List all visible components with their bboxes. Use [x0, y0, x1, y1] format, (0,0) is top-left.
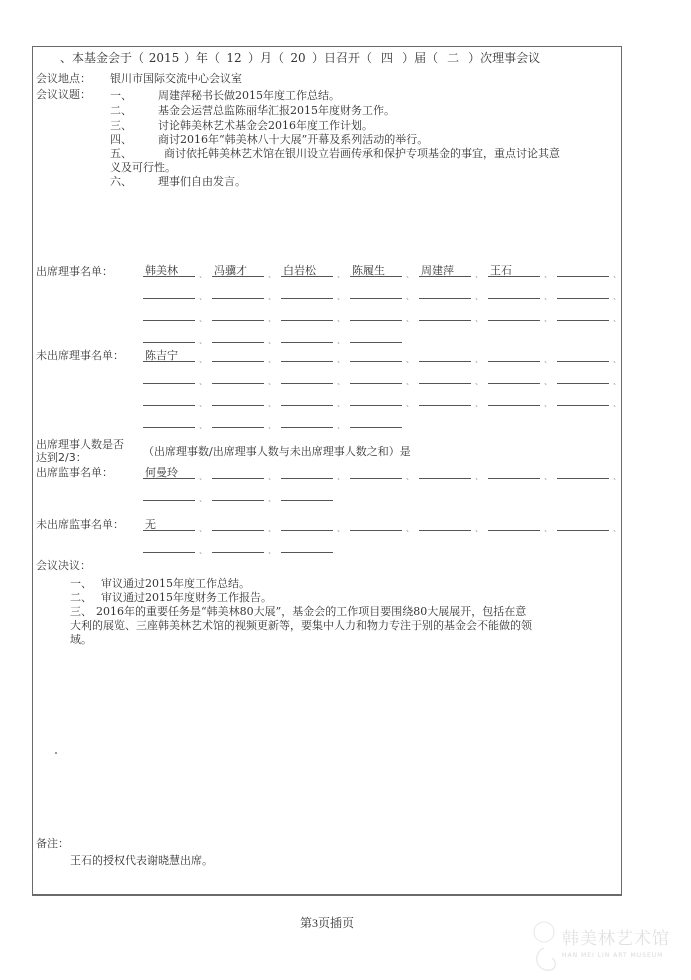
separator-mark: 、 — [337, 292, 345, 301]
agenda-item-2: 基金会运营总监陈丽华汇报2015年度财务工作。 — [158, 104, 395, 117]
name-slot — [143, 415, 195, 428]
separator-mark: 、 — [199, 421, 207, 430]
header-session: 四 — [381, 51, 394, 65]
agenda-item-6: 理事们自由发言。 — [158, 175, 246, 188]
separator-mark: 、 — [199, 336, 207, 345]
separator-mark: 、 — [613, 355, 621, 364]
separator-mark: 、 — [268, 472, 276, 481]
name-slot: 韩美林 — [143, 264, 195, 277]
name-slot: 白岩松 — [281, 264, 333, 277]
separator-mark: 、 — [199, 472, 207, 481]
name-slot — [557, 518, 609, 531]
header-day-suffix: ）日召开（ — [312, 51, 373, 65]
separator-mark: 、 — [613, 399, 621, 408]
separator-mark: 、 — [406, 472, 414, 481]
museum-watermark — [530, 918, 690, 976]
name-slot — [143, 286, 195, 299]
name-slot — [557, 393, 609, 406]
name-slot — [350, 518, 402, 531]
separator-mark: 、 — [475, 270, 483, 279]
name-slot — [488, 371, 540, 384]
separator-mark: 、 — [199, 270, 207, 279]
attending-directors-label: 出席理事名单： — [36, 265, 113, 278]
separator-mark: 、 — [199, 494, 207, 503]
agenda-num-5: 五、 — [110, 147, 132, 160]
separator-mark: 、 — [337, 399, 345, 408]
separator-mark: 、 — [544, 355, 552, 364]
separator-mark: 、 — [544, 270, 552, 279]
resolution-item-2: 审议通过2015年度财务工作报告。 — [101, 591, 272, 604]
name-slot: 陈履生 — [350, 264, 402, 277]
separator-mark: 、 — [268, 546, 276, 555]
header-prefix: 、本基金会于（ — [60, 51, 145, 65]
name-slot — [143, 488, 195, 501]
separator-mark: 、 — [199, 524, 207, 533]
header-month-suffix: ）月（ — [248, 51, 285, 65]
agenda-label: 会议议题： — [36, 88, 91, 101]
name-slot — [350, 286, 402, 299]
name-slot — [212, 393, 264, 406]
name-slot — [488, 286, 540, 299]
name-slot — [419, 518, 471, 531]
attending-supervisors-label: 出席监事名单： — [36, 466, 113, 479]
separator-mark: 、 — [337, 314, 345, 323]
separator-mark: 、 — [613, 377, 621, 386]
separator-mark: 、 — [199, 546, 207, 555]
name-slot — [419, 286, 471, 299]
name-slot — [350, 308, 402, 321]
notes-label: 备注： — [36, 837, 69, 850]
name-slot — [488, 308, 540, 321]
quorum-label-line1: 出席理事人数是否 — [36, 438, 124, 451]
name-slot: 无 — [143, 518, 195, 531]
separator-mark: 、 — [268, 421, 276, 430]
name-slot — [212, 330, 264, 343]
name-slot — [212, 488, 264, 501]
resolution-item-1: 审议通过2015年度工作总结。 — [101, 577, 250, 590]
resolution-num-3: 三、 — [70, 605, 92, 618]
name-slot — [419, 393, 471, 406]
separator-mark: 、 — [475, 355, 483, 364]
name-slot — [488, 349, 540, 362]
name-slot: 王石 — [488, 264, 540, 277]
header-year-suffix: ）年（ — [184, 51, 221, 65]
name-slot — [212, 518, 264, 531]
separator-mark: 、 — [544, 314, 552, 323]
separator-mark: 、 — [544, 399, 552, 408]
separator-mark: 、 — [406, 314, 414, 323]
meeting-header — [60, 52, 540, 65]
separator-mark: 、 — [199, 292, 207, 301]
location-label: 会议地点： — [36, 72, 91, 85]
name-slot — [281, 540, 333, 553]
absent-supervisors-label: 未出席监事名单： — [36, 518, 124, 531]
name-slot — [143, 393, 195, 406]
name-slot — [488, 466, 540, 479]
name-slot — [212, 371, 264, 384]
separator-mark: 、 — [337, 421, 345, 430]
name-slot — [557, 286, 609, 299]
agenda-num-3: 三、 — [110, 119, 132, 132]
name-slot — [143, 540, 195, 553]
name-slot — [212, 415, 264, 428]
museum-logo-icon — [530, 918, 560, 976]
separator-mark: 、 — [337, 524, 345, 533]
page-number: 第3页插页 — [300, 916, 355, 930]
name-slot — [281, 415, 333, 428]
agenda-item-3: 讨论韩美林艺术基金会2016年度工作计划。 — [158, 119, 373, 132]
name-slot — [350, 466, 402, 479]
name-slot — [350, 371, 402, 384]
header-day: 20 — [290, 51, 306, 65]
name-slot — [143, 308, 195, 321]
separator-mark: 、 — [406, 270, 414, 279]
name-slot — [557, 466, 609, 479]
notes-text: 王石的授权代表谢晓慧出席。 — [70, 854, 213, 867]
name-slot — [419, 371, 471, 384]
separator-mark: 、 — [199, 314, 207, 323]
resolution-item-3-cont2: 域。 — [70, 633, 92, 646]
name-slot — [281, 308, 333, 321]
name-slot: 陈吉宁 — [143, 349, 195, 362]
separator-mark: 、 — [268, 355, 276, 364]
name-slot — [350, 393, 402, 406]
quorum-value: （出席理事数/出席理事人数与未出席理事人数之和）是 — [143, 445, 411, 458]
separator-mark: 、 — [268, 292, 276, 301]
header-year: 2015 — [148, 51, 180, 65]
separator-mark: 、 — [406, 292, 414, 301]
separator-mark: 、 — [268, 524, 276, 533]
name-slot — [419, 349, 471, 362]
name-slot — [281, 488, 333, 501]
quorum-label-line2: 达到2/3： — [36, 451, 87, 464]
name-slot — [350, 330, 402, 343]
separator-mark: 、 — [199, 399, 207, 408]
separator-mark: 、 — [475, 399, 483, 408]
name-slot — [419, 466, 471, 479]
header-month: 12 — [226, 51, 242, 65]
separator-mark: 、 — [544, 472, 552, 481]
name-slot — [212, 286, 264, 299]
agenda-item-4: 商讨2016年“韩美林八十大展”开幕及系列活动的举行。 — [158, 133, 429, 146]
separator-mark: 、 — [613, 472, 621, 481]
name-slot: 何曼玲 — [143, 466, 195, 479]
separator-mark: 、 — [268, 377, 276, 386]
separator-mark: 、 — [268, 336, 276, 345]
name-slot — [350, 349, 402, 362]
agenda-item-1: 周建萍秘书长做2015年度工作总结。 — [158, 89, 340, 102]
header-meeting-suffix: ）次理事会议 — [468, 51, 541, 65]
name-slot — [557, 308, 609, 321]
agenda-num-2: 二、 — [110, 104, 132, 117]
separator-mark: 、 — [475, 377, 483, 386]
name-slot — [488, 518, 540, 531]
name-slot — [557, 371, 609, 384]
agenda-item-5: 商讨依托韩美林艺术馆在银川设立岩画传承和保护专项基金的事宜，重点讨论其意 — [164, 147, 560, 160]
separator-mark: 、 — [475, 472, 483, 481]
resolution-item-3-cont1: 大利的展览、三座韩美林艺术馆的视频更新等，要集中人力和物力专注于别的基金会不能做的领 — [70, 619, 532, 632]
separator-mark: 、 — [544, 524, 552, 533]
separator-mark: 、 — [337, 377, 345, 386]
watermark-name: 韩美林艺术馆 — [562, 929, 670, 949]
resolution-num-2: 二、 — [70, 591, 92, 604]
separator-mark: 、 — [475, 314, 483, 323]
separator-mark: 、 — [268, 494, 276, 503]
separator-mark: 、 — [475, 524, 483, 533]
agenda-num-6: 六、 — [110, 175, 132, 188]
name-slot: 冯骥才 — [212, 264, 264, 277]
resolution-item-3: 2016年的重要任务是“韩美林80大展”，基金会的工作项目要围绕80大展展开，包括在意 — [96, 605, 527, 618]
absent-directors-label: 未出席理事名单： — [36, 349, 124, 362]
separator-mark: 、 — [337, 270, 345, 279]
location-value: 银川市国际交流中心会议室 — [110, 72, 242, 85]
name-slot: 周建萍 — [419, 264, 471, 277]
agenda-num-4: 四、 — [110, 133, 132, 146]
name-slot — [281, 349, 333, 362]
separator-mark: 、 — [544, 292, 552, 301]
name-slot — [212, 540, 264, 553]
name-slot — [143, 371, 195, 384]
separator-mark: 、 — [406, 355, 414, 364]
name-slot — [488, 393, 540, 406]
separator-mark: 、 — [475, 292, 483, 301]
stray-mark — [55, 752, 57, 754]
name-slot — [143, 330, 195, 343]
name-slot — [212, 466, 264, 479]
header-meeting-no: 二 — [447, 51, 460, 65]
separator-mark: 、 — [406, 399, 414, 408]
name-slot — [419, 308, 471, 321]
separator-mark: 、 — [337, 336, 345, 345]
separator-mark: 、 — [613, 292, 621, 301]
separator-mark: 、 — [337, 355, 345, 364]
separator-mark: 、 — [199, 377, 207, 386]
name-slot — [281, 330, 333, 343]
separator-mark: 、 — [613, 314, 621, 323]
watermark-subtitle: HAN MEI LIN ART MUSEUM — [562, 952, 664, 959]
name-slot — [557, 264, 609, 277]
separator-mark: 、 — [613, 270, 621, 279]
agenda-num-1: 一、 — [110, 89, 132, 102]
separator-mark: 、 — [613, 524, 621, 533]
separator-mark: 、 — [268, 399, 276, 408]
resolutions-label: 会议决议： — [36, 559, 91, 572]
separator-mark: 、 — [268, 314, 276, 323]
name-slot — [281, 371, 333, 384]
name-slot — [350, 415, 402, 428]
separator-mark: 、 — [199, 355, 207, 364]
header-session-suffix: ）届（ — [402, 51, 439, 65]
name-slot — [281, 466, 333, 479]
name-slot — [281, 286, 333, 299]
name-slot — [212, 308, 264, 321]
agenda-item-5-cont: 义及可行性。 — [110, 161, 176, 174]
separator-mark: 、 — [406, 377, 414, 386]
name-slot — [212, 349, 264, 362]
separator-mark: 、 — [337, 472, 345, 481]
separator-mark: 、 — [544, 377, 552, 386]
name-slot — [281, 393, 333, 406]
name-slot — [281, 518, 333, 531]
separator-mark: 、 — [406, 524, 414, 533]
name-slot — [557, 349, 609, 362]
separator-mark: 、 — [268, 270, 276, 279]
resolution-num-1: 一、 — [70, 577, 92, 590]
